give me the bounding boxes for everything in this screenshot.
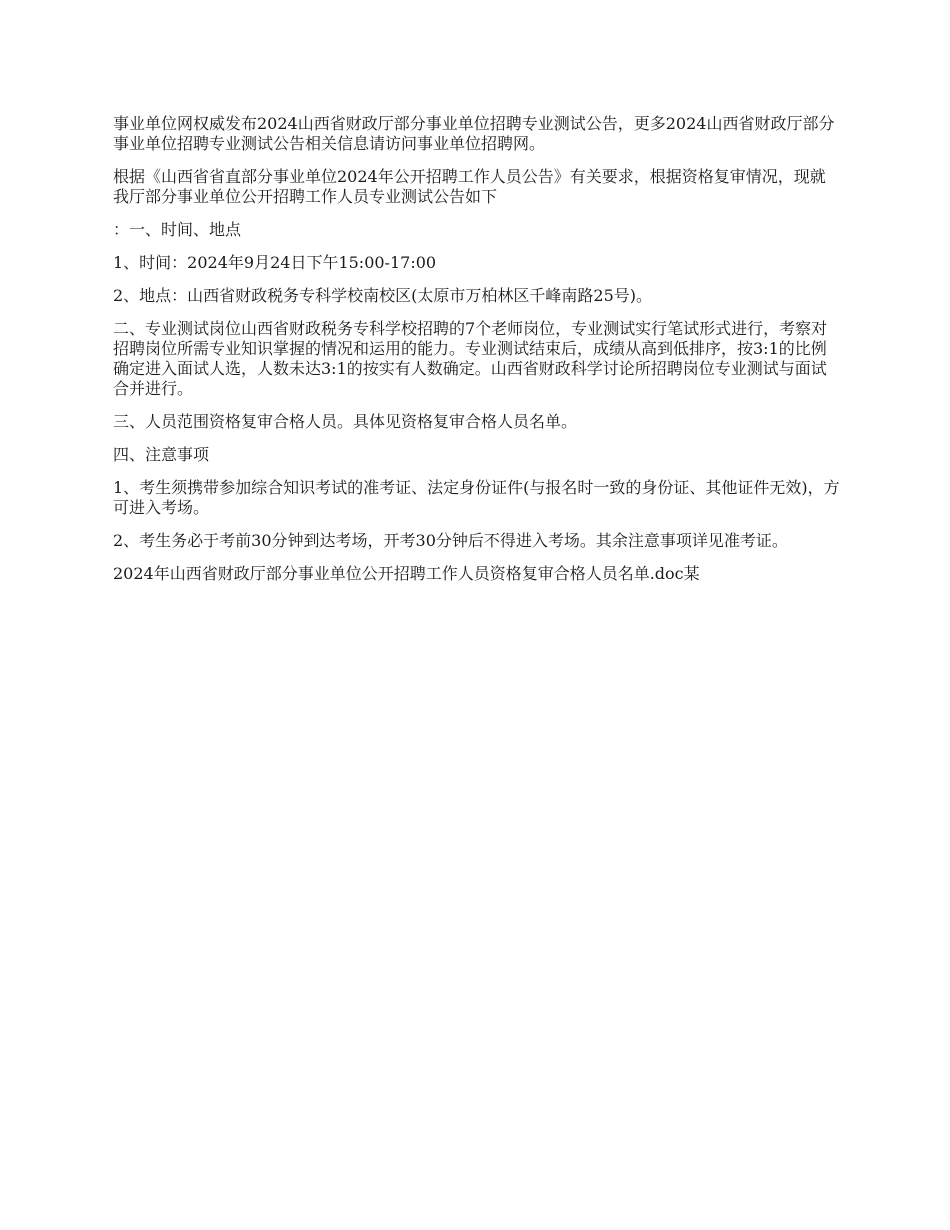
section-heading-notes: 四、注意事项 bbox=[113, 445, 210, 464]
document-body bbox=[113, 114, 841, 597]
section-heading-time-place: ：一、时间、地点 bbox=[113, 220, 242, 239]
note-item-arrival: 2、考生务必于考前30分钟到达考场，开考30分钟后不得进入考场。其余注意事项详见准考证。 bbox=[113, 531, 788, 550]
place-item: 2、地点：山西省财政税务专科学校南校区(太原市万柏林区千峰南路25号)。 bbox=[113, 286, 653, 305]
intro-paragraph: 事业单位网权威发布2024山西省财政厅部分事业单位招聘专业测试公告，更多2024山西省财政厅部分事业单位招聘专业测试公告相关信息请访问事业单位招聘网。 bbox=[113, 114, 835, 153]
note-item-documents: 1、考生须携带参加综合知识考试的准考证、法定身份证件(与报名时一致的身份证、其他证件无效)，方可进入考场。 bbox=[113, 478, 840, 517]
attachment-filename: 2024年山西省财政厅部分事业单位公开招聘工作人员资格复审合格人员名单.doc某 bbox=[113, 564, 700, 583]
time-item: 1、时间：2024年9月24日下午15:00-17:00 bbox=[113, 253, 437, 272]
test-positions-paragraph: 二、专业测试岗位山西省财政税务专科学校招聘的7个老师岗位，专业测试实行笔试形式进行，考察对招聘岗位所需专业知识掌握的情况和运用的能力。专业测试结束后，成绩从高到低排序，按3:1的比例确定进入面试人选，人数未达3:1的按实有人数确定。山西省财政科学讨论所招聘岗位专业测试与面试合并进行。 bbox=[113, 319, 828, 398]
basis-paragraph: 根据《山西省省直部分事业单位2024年公开招聘工作人员公告》有关要求，根据资格复审情况，现就我厅部分事业单位公开招聘工作人员专业测试公告如下 bbox=[113, 167, 826, 206]
personnel-scope-paragraph: 三、人员范围资格复审合格人员。具体见资格复审合格人员名单。 bbox=[113, 412, 578, 431]
